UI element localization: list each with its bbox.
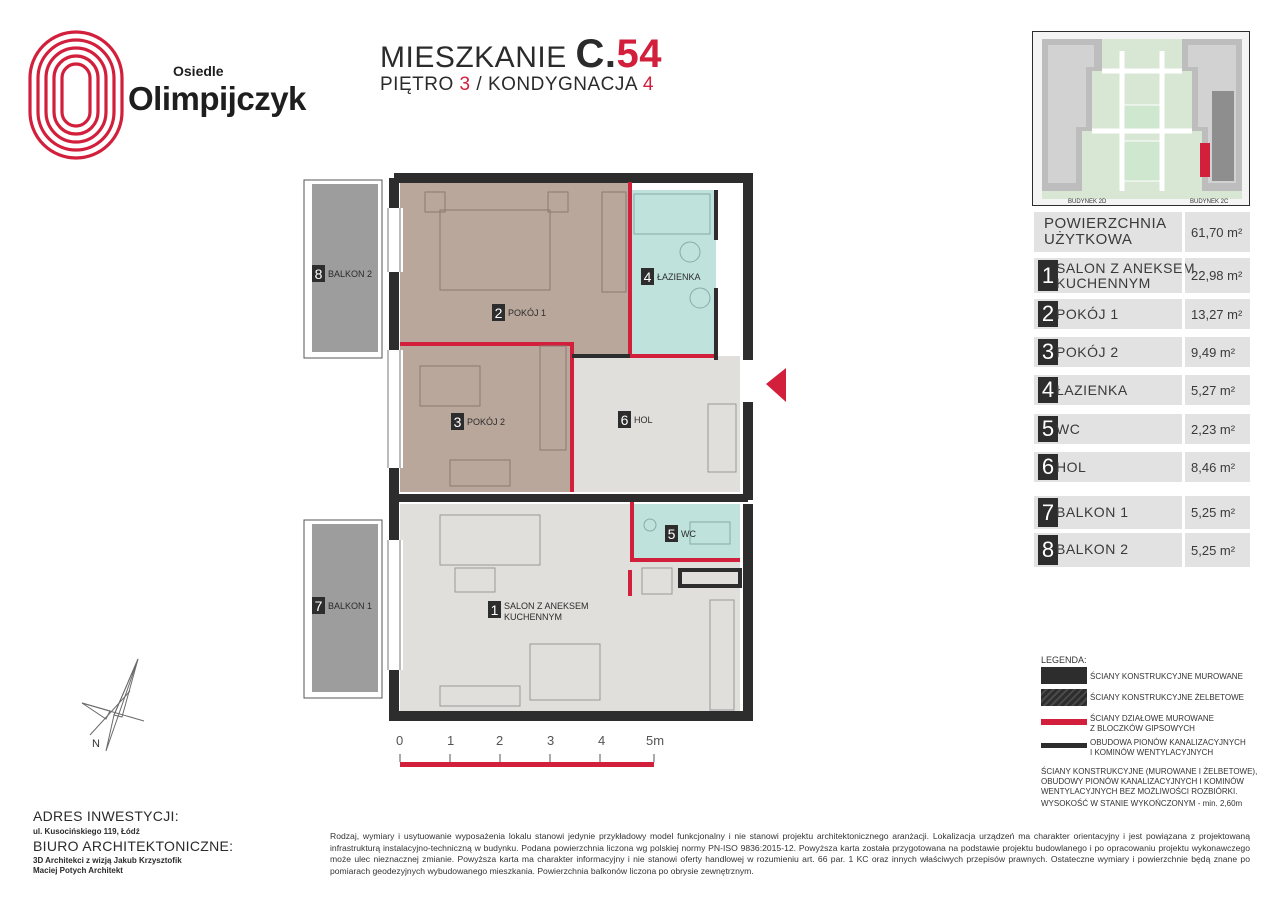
room-label-lazienka: 4 ŁAZIENKA — [641, 268, 701, 285]
area-total-value: 61,70 m² — [1182, 212, 1250, 252]
legend-title: LEGENDA: — [1041, 655, 1087, 665]
title-prefix: MIESZKANIE — [380, 41, 576, 74]
area-total-row: POWIERZCHNIA UŻYTKOWA 61,70 m² — [1034, 212, 1250, 252]
area-row-2: 2 POKÓJ 1 13,27 m² — [1034, 299, 1250, 329]
scale-label-4: 4 — [598, 733, 606, 748]
room-label-pokoj1: 2 POKÓJ 1 — [492, 304, 546, 321]
area-row-7: 7 BALKON 1 5,25 m² — [1034, 496, 1250, 529]
area-row-8: 8 BALKON 2 5,25 m² — [1034, 533, 1250, 567]
legend-note: ŚCIANY KONSTRUKCYJNE (MUROWANE I ŻELBETOWE), OBUDOWY PIONÓW KANALIZACYJNYCH I KOMINÓW WENTYLACYJNYCH BEZ MOŻLIWOŚCI ROZBIÓRKI. — [1041, 767, 1258, 796]
room-label-balkon2: 8 BALKON 2 — [312, 265, 372, 282]
room-label-hol: 6 HOL — [618, 411, 653, 428]
disclaimer-text: Rodzaj, wymiary i usytuowanie wyposażenia lokalu stanowi jedynie przykładowy model funkcjonalny i nie stanowi projektu architektonicznego aranżacji. Lokalizacja urządzeń ma charakter orientacyjny i jest powiązana z projektowaną infrastrukturą instalacyjno-techniczną w budynku. Podana powierzchnia liczona wg polskiej normy PN-ISO 9836:2015-12. Powyższa karta została przygotowana na podstawie projektu budowlanego i po opracowaniu projektu wykonawczego może ulec nieznacznej zmianie. Powyższa karta ma charakter informacyjny i nie stanowi oferty handlowej w rozumieniu art. 66 par. 1 KC oraz innych właściwych przepisów prawnych. Ostateczne wymiary i powierzchnie będą znane po pomiarach geodezyjnych wybudowanego mieszkania. Powierzchnia balkonów liczona po obrysie zewnętrznym. — [330, 831, 1250, 876]
site-label-right: BUDYNEK 2C — [1190, 199, 1229, 205]
scale-label-5: 5m — [646, 733, 665, 748]
legend-height: WYSOKOŚĆ W STANIE WYKOŃCZONYM - min. 2,60m — [1041, 799, 1243, 808]
floor-plan — [290, 170, 810, 730]
logo-subtitle: Osiedle — [173, 63, 224, 79]
room-label-salon: 1 SALON Z ANEKSEM KUCHENNYM — [488, 601, 589, 623]
architect-title: BIURO ARCHITEKTONICZNE: — [33, 838, 234, 854]
entrance-arrow-icon — [766, 368, 786, 402]
address-text: ul. Kusocińskiego 119, Łódź — [33, 827, 140, 836]
scale-label-1: 1 — [447, 733, 455, 748]
compass-icon — [62, 655, 152, 765]
flat-code: C.54 — [575, 32, 663, 76]
area-row-1: 1 SALON Z ANEKSEM KUCHENNYM 22,98 m² — [1034, 258, 1250, 293]
area-row-6: 6 HOL 8,46 m² — [1034, 452, 1250, 482]
legend-text-masonry: ŚCIANY KONSTRUKCYJNE MUROWANE — [1090, 672, 1243, 681]
site-label-left: BUDYNEK 2D — [1068, 199, 1107, 205]
legend-swatch-partition — [1041, 719, 1087, 725]
room-label-balkon1: 7 BALKON 1 — [312, 597, 372, 614]
scale-label-2: 2 — [496, 733, 504, 748]
area-row-4: 4 ŁAZIENKA 5,27 m² — [1034, 375, 1250, 405]
site-plan — [1032, 31, 1250, 206]
scale-bar — [392, 748, 672, 772]
architect-text: 3D Architekci z wizją Jakub Krzysztofik Maciej Potych Architekt — [33, 856, 182, 875]
scale-label-3: 3 — [547, 733, 555, 748]
area-row-3: 3 POKÓJ 2 9,49 m² — [1034, 337, 1250, 367]
room-label-pokoj2: 3 POKÓJ 2 — [451, 413, 505, 430]
room-label-wc: 5 WC — [665, 525, 696, 542]
logo-mark-icon — [26, 28, 126, 162]
legend-swatch-masonry — [1041, 667, 1087, 684]
legend-text-partition: ŚCIANY DZIAŁOWE MUROWANE Z BLOCZKÓW GIPSOWYCH — [1090, 714, 1215, 733]
floor-info: PIĘTRO 3 / KONDYGNACJA 4 — [380, 74, 654, 95]
legend-swatch-shafts — [1041, 743, 1087, 748]
legend-text-concrete: ŚCIANY KONSTRUKCYJNE ŻELBETOWE — [1090, 693, 1244, 702]
logo-title: Olimpijczyk — [128, 80, 306, 117]
legend-swatch-concrete — [1041, 689, 1087, 706]
legend-text-shafts: OBUDOWA PIONÓW KANALIZACYJNYCH I KOMINÓW WENTYLACYJNYCH — [1090, 738, 1246, 757]
scale-label-0: 0 — [396, 733, 404, 748]
area-row-5: 5 WC 2,23 m² — [1034, 414, 1250, 444]
svg-text:N: N — [92, 738, 100, 750]
address-title: ADRES INWESTYCJI: — [33, 808, 179, 824]
page-title — [380, 32, 662, 77]
